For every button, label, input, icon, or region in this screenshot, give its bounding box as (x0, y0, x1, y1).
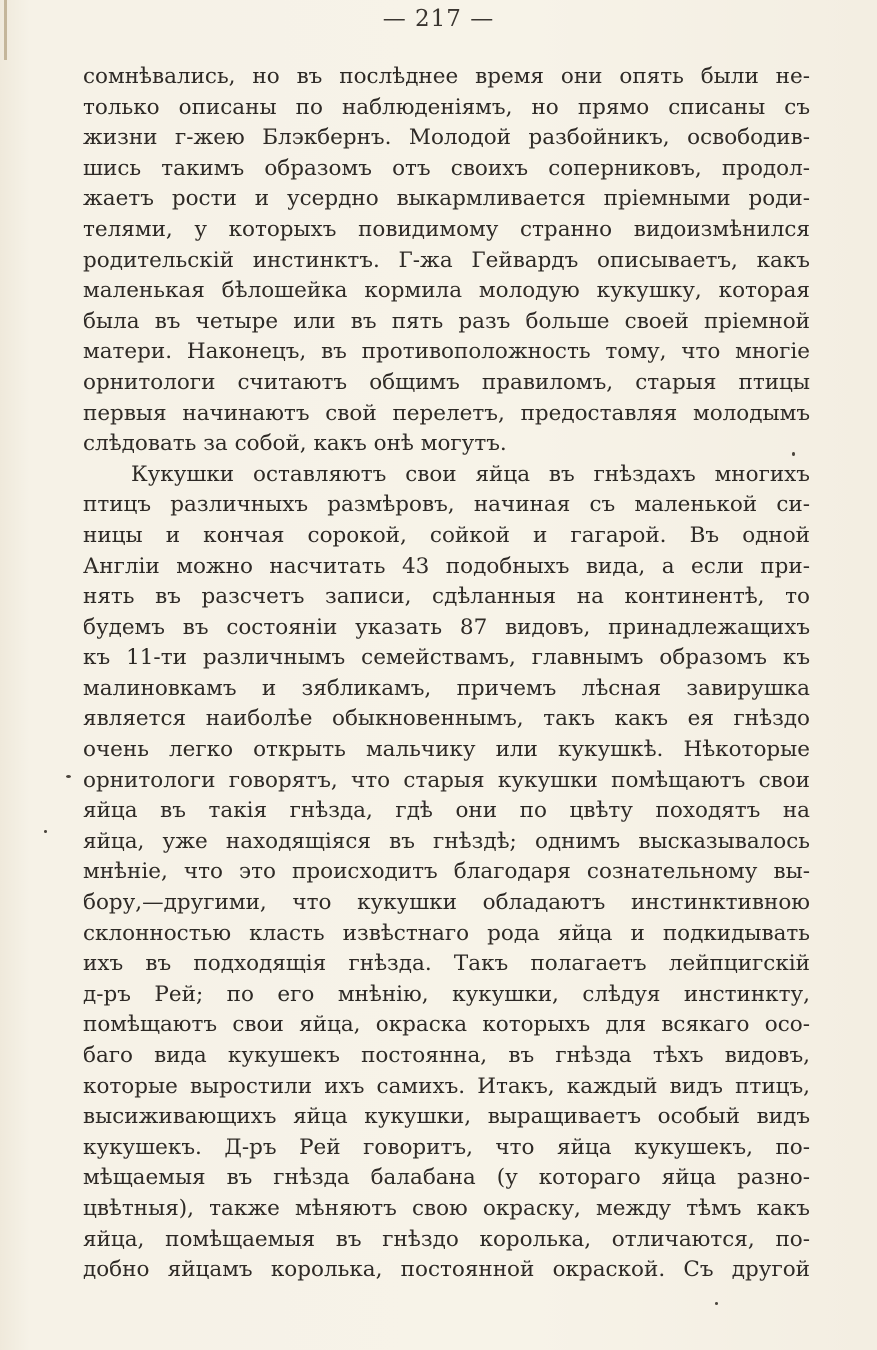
page-number: — 217 — (382, 6, 495, 32)
text-line: жаетъ рости и усердно выкармливается пріемными роди- (83, 186, 810, 212)
text-line: ихъ въ подходящія гнѣзда. Такъ полагаетъ лейпцигскій (83, 951, 810, 977)
paragraph-start-line: Кукушки оставляютъ свои яйца въ гнѣздахъ многихъ (131, 461, 810, 487)
text-line: высиживающихъ яйца кукушки, выращиваетъ особый видъ (83, 1104, 810, 1130)
text-line: жизни г-жею Блэкбернъ. Молодой разбойникъ, освободив- (83, 125, 810, 151)
text-line: будемъ въ состояніи указать 87 видовъ, принадлежащихъ (83, 614, 810, 640)
text-line: яйца, помѣщаемыя въ гнѣздо королька, отличаются, по- (83, 1226, 810, 1252)
text-line: цвѣтныя), также мѣняютъ свою окраску, между тѣмъ какъ (83, 1195, 810, 1221)
text-line: шись такимъ образомъ отъ своихъ соперниковъ, продол- (83, 155, 810, 181)
ink-speck (66, 775, 71, 778)
text-line: яйца, уже находящіяся въ гнѣздѣ; однимъ высказывалось (83, 828, 810, 854)
text-line: малиновкамъ и зябликамъ, причемъ лѣсная завирушка (83, 675, 810, 701)
body-text (83, 62, 810, 1286)
ink-speck (715, 1302, 718, 1305)
text-line: является наиболѣе обыкновеннымъ, такъ какъ ея гнѣздо (83, 706, 810, 732)
text-line: которые выростили ихъ самихъ. Итакъ, каждый видъ птицъ, (83, 1073, 810, 1099)
text-line: баго вида кукушекъ постоянна, въ гнѣзда тѣхъ видовъ, (83, 1043, 810, 1068)
text-line: первыя начинаютъ свой перелетъ, предоставляя молодымъ (83, 400, 810, 426)
text-line: помѣщаютъ свои яйца, окраска которыхъ для всякаго осо- (83, 1012, 810, 1038)
text-line: къ 11-ти различнымъ семействамъ, главнымъ образомъ къ (83, 645, 810, 671)
ink-speck (792, 452, 795, 456)
text-line: яйца въ такія гнѣзда, гдѣ они по цвѣту походятъ на (83, 798, 810, 824)
text-line: нять въ разсчетъ записи, сдѣланныя на континентѣ, то (83, 584, 810, 610)
text-line: птицъ различныхъ размѣровъ, начиная съ маленькой си- (83, 492, 810, 518)
paragraph-end-line: слѣдовать за собой, какъ онѣ могутъ. (83, 431, 507, 457)
text-line: матери. Наконецъ, въ противоположность тому, что многіе (83, 339, 810, 365)
text-line: кукушекъ. Д-ръ Рей говоритъ, что яйца кукушекъ, по- (83, 1134, 810, 1160)
text-line: очень легко открыть мальчику или кукушкѣ. Нѣкоторые (83, 737, 810, 763)
text-line: орнитологи говорятъ, что старыя кукушки помѣщаютъ свои (83, 767, 810, 793)
text-line: была въ четыре или въ пять разъ больше своей пріемной (83, 308, 810, 334)
text-line: сомнѣвались, но въ послѣднее время они опять были не- (83, 64, 810, 89)
text-line: добно яйцамъ королька, постоянной окраской. Съ другой (83, 1257, 810, 1283)
text-line: склонностью класть извѣстнаго рода яйца и подкидывать (83, 920, 810, 946)
text-line: бору,—другими, что кукушки обладаютъ инстинктивною (83, 890, 810, 916)
text-line: д-ръ Рей; по его мнѣнію, кукушки, слѣдуя инстинкту, (83, 981, 810, 1007)
text-line: маленькая бѣлошейка кормила молодую кукушку, которая (83, 278, 810, 304)
ink-speck (44, 830, 47, 833)
text-line: орнитологи считаютъ общимъ правиломъ, старыя птицы (83, 369, 810, 395)
text-line: мнѣніе, что это происходитъ благодаря сознательному вы- (83, 859, 810, 885)
text-line: Англіи можно насчитать 43 подобныхъ вида, а если при- (83, 553, 810, 579)
text-line: только описаны по наблюденіямъ, но прямо списаны съ (83, 94, 810, 120)
text-line: телями, у которыхъ повидимому странно видоизмѣнился (83, 216, 810, 242)
text-line: ницы и кончая сорокой, сойкой и гагарой. Въ одной (83, 522, 810, 548)
text-line: мѣщаемыя въ гнѣзда балабана (у котораго яйца разно- (83, 1165, 810, 1191)
text-line: родительскій инстинктъ. Г-жа Гейвардъ описываетъ, какъ (83, 247, 810, 273)
